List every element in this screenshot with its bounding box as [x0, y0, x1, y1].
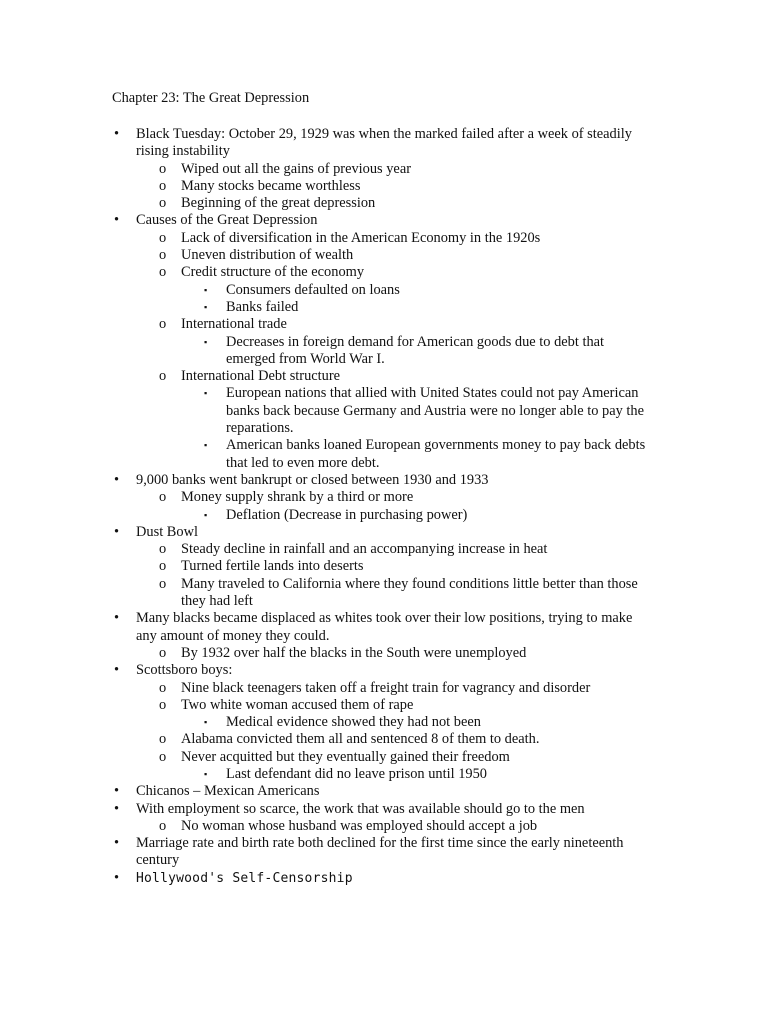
hollow-bullet-marker: o [159, 696, 167, 713]
outline-item-text: Marriage rate and birth rate both declined for the first time since the early nineteenth century [136, 835, 624, 869]
outline-item-text: Uneven distribution of wealth [181, 247, 354, 264]
outline-item-text: Wiped out all the gains of previous year [181, 160, 412, 177]
outline-item-level1 [0, 524, 768, 541]
outline-item-text: Deflation (Decrease in purchasing power) [226, 506, 468, 523]
outline-item-text: Two white woman accused them of rape [181, 696, 414, 713]
outline-item-level1 [0, 783, 768, 800]
hollow-bullet-marker: o [159, 575, 167, 592]
outline-item-text: Black Tuesday: October 29, 1929 was when the marked failed after a week of steadily rising instability [136, 126, 632, 160]
outline-item-level1 [0, 870, 768, 887]
outline-item-text: Nine black teenagers taken off a freight train for vagrancy and disorder [181, 679, 591, 696]
outline-item-level2 [0, 576, 768, 611]
outline-item-text: Hollywood's Self-Censorship [136, 870, 353, 886]
outline-item-text: Lack of diversification in the American Economy in the 1920s [181, 229, 541, 246]
outline-item-level2 [0, 161, 768, 178]
outline-item-text: Many traveled to California where they found conditions little better than those they had left [181, 575, 638, 610]
hollow-bullet-marker: o [159, 748, 167, 765]
outline-item-level2 [0, 368, 768, 385]
outline-item-text: With employment so scarce, the work that was available should go to the men [136, 800, 585, 817]
outline-item-level1 [0, 835, 768, 870]
outline-item-level2 [0, 749, 768, 766]
outline-item-level2 [0, 645, 768, 662]
outline-item-text: European nations that allied with United States could not pay American banks back because Germany and Austria were no longer able to pay the reparations. [226, 385, 644, 437]
outline-item-text: Turned fertile lands into deserts [181, 558, 364, 575]
hollow-bullet-marker: o [159, 644, 167, 661]
outline-item-text: Many stocks became worthless [181, 177, 361, 194]
bullet-marker: • [114, 783, 120, 800]
outline-item-text: Many blacks became displaced as whites took over their low positions, trying to make any amount of money they could. [136, 610, 633, 644]
outline-item-level3 [0, 507, 768, 524]
hollow-bullet-marker: o [159, 316, 167, 333]
document-title: Chapter 23: The Great Depression [112, 90, 310, 106]
outline-item-level2 [0, 697, 768, 714]
outline-item-text: Steady decline in rainfall and an accompanying increase in heat [181, 541, 548, 558]
outline-item-level1 [0, 662, 768, 679]
hollow-bullet-marker: o [159, 160, 167, 177]
hollow-bullet-marker: o [159, 541, 167, 558]
hollow-bullet-marker: o [159, 489, 167, 506]
outline-item-text: Consumers defaulted on loans [226, 281, 400, 298]
hollow-bullet-marker: o [159, 264, 167, 281]
outline-item-level2 [0, 230, 768, 247]
outline-item-level1 [0, 801, 768, 818]
outline-item-text: Money supply shrank by a third or more [181, 489, 414, 506]
outline-item-level2 [0, 541, 768, 558]
outline-item-level2 [0, 178, 768, 195]
bullet-marker: • [114, 610, 120, 627]
square-bullet-marker: ▪ [204, 336, 208, 347]
hollow-bullet-marker: o [159, 177, 167, 194]
hollow-bullet-marker: o [159, 229, 167, 246]
outline-item-text: Banks failed [226, 298, 299, 315]
outline-item-level3 [0, 385, 768, 437]
outline-item-text: Causes of the Great Depression [136, 212, 318, 229]
outline-item-text: Scottsboro boys: [136, 662, 233, 679]
square-bullet-marker: ▪ [204, 440, 208, 451]
outline-item-text: Medical evidence showed they had not been [226, 714, 481, 731]
outline-item-level3 [0, 282, 768, 299]
outline-item-level2 [0, 558, 768, 575]
bullet-marker: • [114, 662, 120, 679]
outline-item-text: Alabama convicted them all and sentenced 8 of them to death. [181, 731, 540, 748]
outline-item-level3 [0, 334, 768, 369]
square-bullet-marker: ▪ [204, 388, 208, 399]
outline-item-level3 [0, 766, 768, 783]
outline-item-level3 [0, 299, 768, 316]
square-bullet-marker: ▪ [204, 284, 208, 295]
outline-item-text: Chicanos – Mexican Americans [136, 783, 320, 800]
outline-item-level1 [0, 610, 768, 645]
bullet-marker: • [114, 800, 120, 817]
hollow-bullet-marker: o [159, 817, 167, 834]
outline-item-level2 [0, 316, 768, 333]
outline-item-level2 [0, 195, 768, 212]
outline-item-level3 [0, 714, 768, 731]
outline-item-level2 [0, 264, 768, 281]
outline-item-level1 [0, 212, 768, 229]
outline-item-level2 [0, 247, 768, 264]
outline-item-level1 [0, 472, 768, 489]
outline-item-level2 [0, 489, 768, 506]
bullet-marker: • [114, 835, 120, 852]
outline-item-level2 [0, 731, 768, 748]
bullet-marker: • [114, 126, 120, 142]
outline-item-level3 [0, 437, 768, 472]
outline-item-level2 [0, 680, 768, 697]
outline-item-text: No woman whose husband was employed should accept a job [181, 817, 538, 834]
outline-item-level1 [0, 126, 768, 161]
hollow-bullet-marker: o [159, 368, 167, 385]
square-bullet-marker: ▪ [204, 509, 208, 520]
bullet-marker: • [114, 212, 120, 229]
outline-item-text: American banks loaned European governments money to pay back debts that led to even more debt. [226, 437, 646, 471]
outline-item-text: By 1932 over half the blacks in the South were unemployed [181, 644, 527, 661]
outline-item-text: Credit structure of the economy [181, 264, 365, 281]
hollow-bullet-marker: o [159, 558, 167, 575]
outline-item-text: 9,000 banks went bankrupt or closed between 1930 and 1933 [136, 471, 489, 488]
square-bullet-marker: ▪ [204, 301, 208, 312]
outline-item-text: Never acquitted but they eventually gained their freedom [181, 748, 510, 765]
bullet-marker: • [114, 523, 120, 540]
hollow-bullet-marker: o [159, 679, 167, 696]
hollow-bullet-marker: o [159, 731, 167, 748]
outline-list [0, 126, 768, 887]
outline-item-level2 [0, 818, 768, 835]
outline-item-text: International trade [181, 316, 287, 333]
outline-item-text: Last defendant did no leave prison until 1950 [226, 765, 487, 782]
bullet-marker: • [114, 869, 120, 886]
outline-item-text: International Debt structure [181, 368, 341, 385]
hollow-bullet-marker: o [159, 247, 167, 264]
outline-item-text: Beginning of the great depression [181, 195, 376, 212]
hollow-bullet-marker: o [159, 195, 167, 212]
square-bullet-marker: ▪ [204, 768, 208, 779]
square-bullet-marker: ▪ [204, 717, 208, 728]
bullet-marker: • [114, 471, 120, 488]
outline-item-text: Dust Bowl [136, 523, 198, 540]
outline-item-text: Decreases in foreign demand for American goods due to debt that emerged from World War I. [226, 333, 605, 367]
